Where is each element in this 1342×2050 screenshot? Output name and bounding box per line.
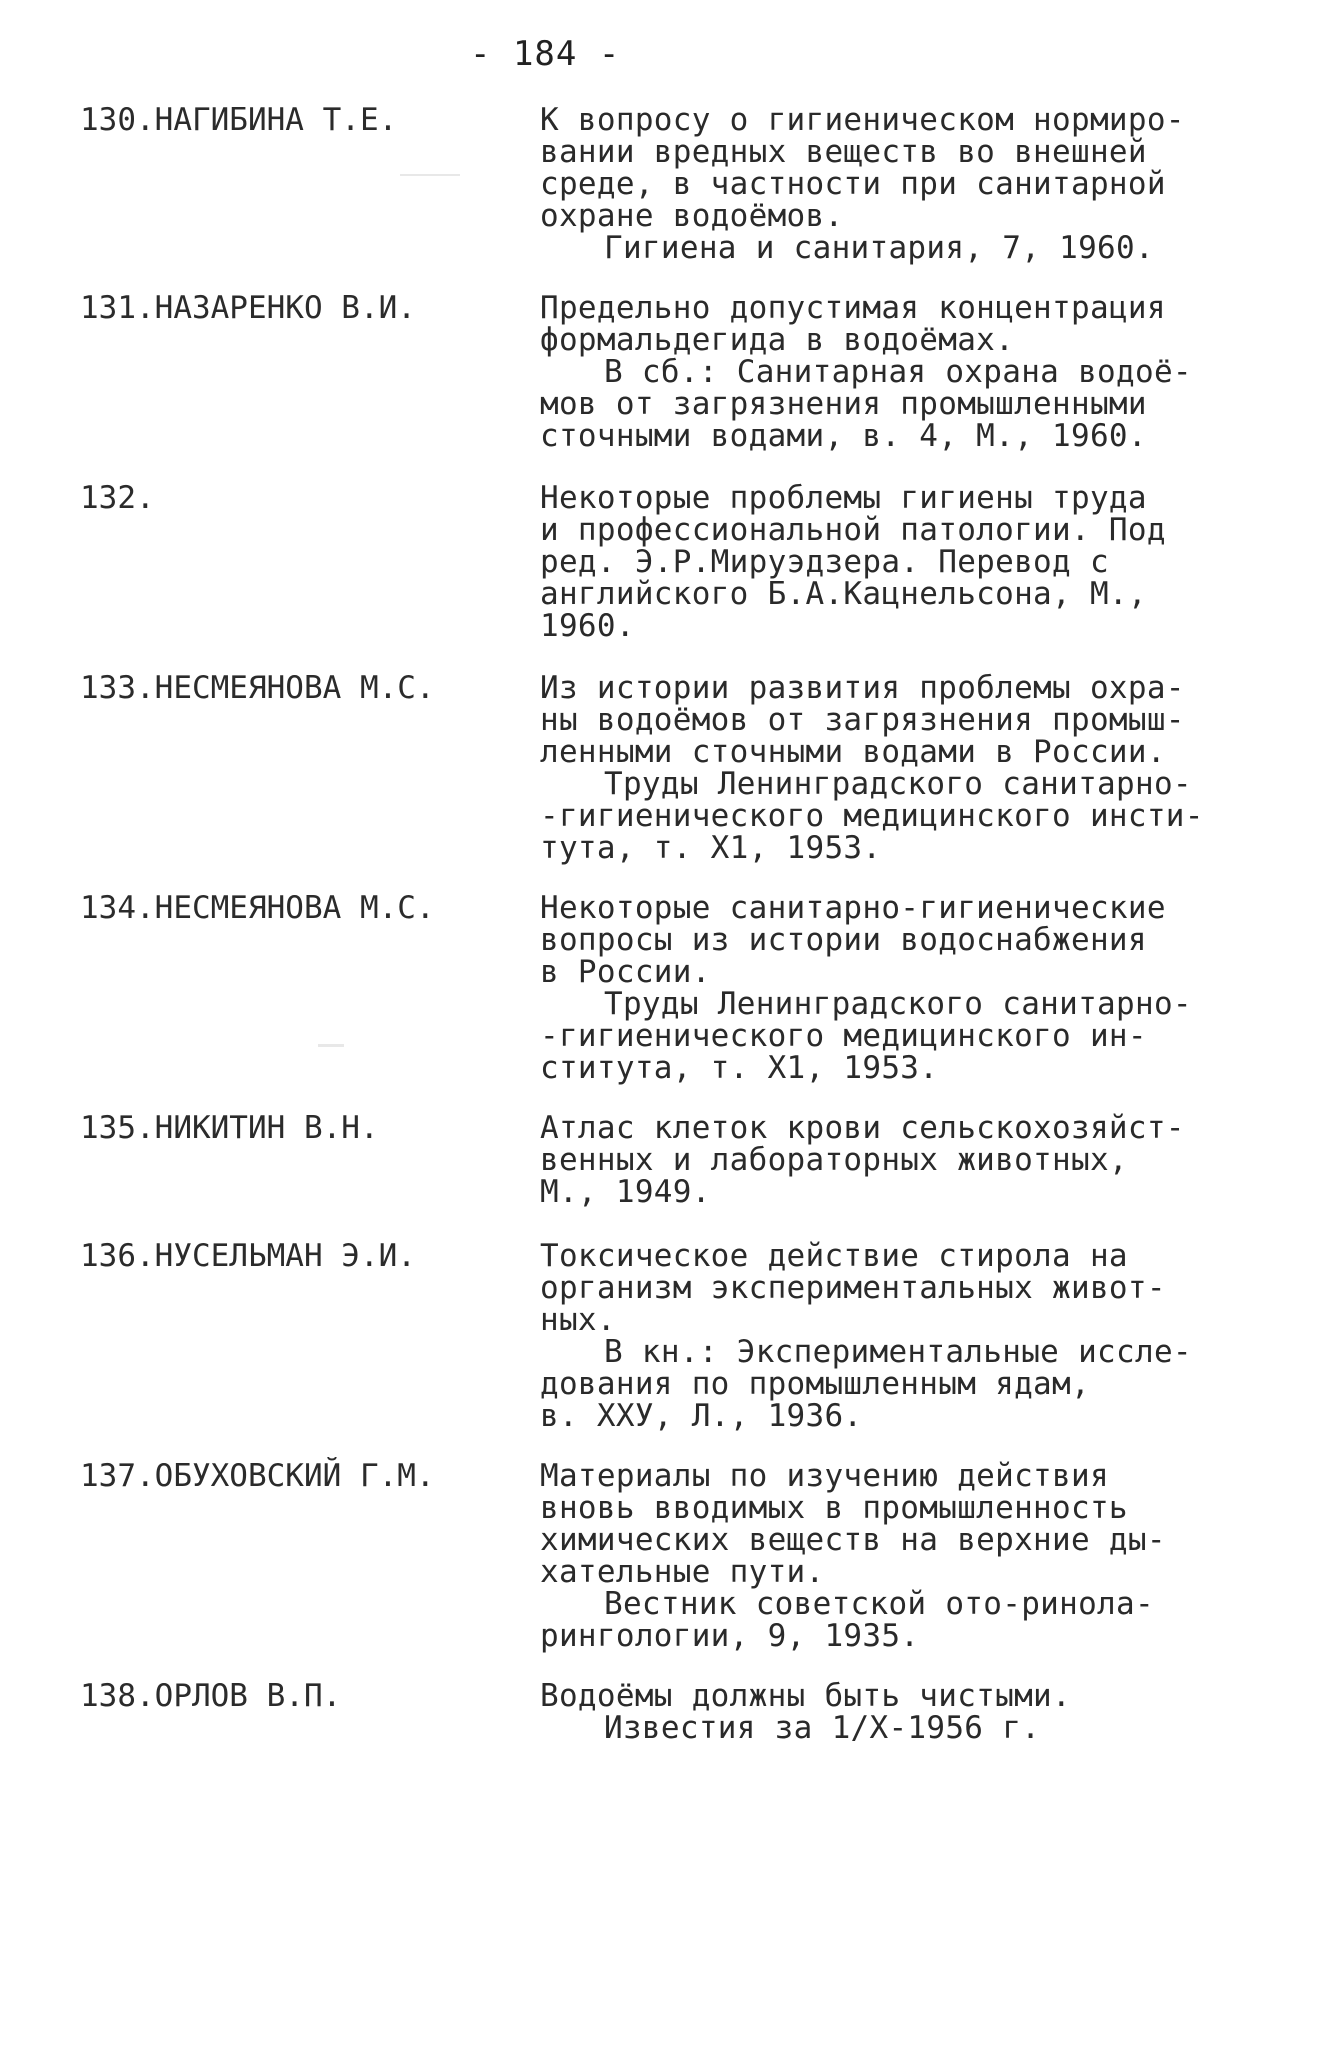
page-number: - 184 - (470, 34, 621, 74)
entry-author: 132. (80, 480, 155, 516)
entry-text-line: охране водоёмов. (540, 198, 844, 234)
entry-body (540, 482, 1320, 642)
entry-text-line: хательные пути. (540, 1554, 825, 1590)
entry-text-line: Предельно допустимая концентрация (540, 290, 1166, 326)
entry-source-line: ститута, т. Х1, 1953. (540, 1050, 939, 1086)
entry-source: Труды Ленинградского санитарно- (604, 986, 1192, 1022)
entry-text-line: 1960. (540, 608, 635, 644)
entry-body (540, 1680, 1320, 1744)
entry-author: 130.НАГИБИНА Т.Е. (80, 102, 398, 138)
entry-text-line: венных и лабораторных животных, (540, 1142, 1128, 1178)
entry-source-line: в. ХХУ, Л., 1936. (540, 1398, 863, 1434)
entry-source-line: -гигиенического медицинского инсти- (540, 798, 1204, 834)
entry-author: 138.ОРЛОВ В.П. (80, 1678, 342, 1714)
entry-text-line: английского Б.А.Кацнельсона, М., (540, 576, 1147, 612)
entry-source: В сб.: Санитарная охрана водоё- (604, 354, 1192, 390)
entry-text-line: Атлас клеток крови сельскохозяйст- (540, 1110, 1185, 1146)
entry-source: Гигиена и санитария, 7, 1960. (604, 230, 1154, 266)
entry-body (540, 292, 1320, 452)
entry-source-line: сточными водами, в. 4, М., 1960. (540, 418, 1147, 454)
entry-text-line: М., 1949. (540, 1174, 711, 1210)
entry-source: Труды Ленинградского санитарно- (604, 766, 1192, 802)
entry-body (540, 1112, 1320, 1208)
entry-source: В кн.: Экспериментальные иссле- (604, 1334, 1192, 1370)
entry-text-line: вновь вводимых в промышленность (540, 1490, 1128, 1526)
entry-author: 135.НИКИТИН В.Н. (80, 1110, 379, 1146)
entry-text-line: ны водоёмов от загрязнения промыш- (540, 702, 1185, 738)
entry-author: 133.НЕСМЕЯНОВА М.С. (80, 670, 435, 706)
entry-author: 137.ОБУХОВСКИЙ Г.М. (80, 1458, 435, 1494)
entry-text-line: Материалы по изучению действия (540, 1458, 1109, 1494)
entry-body (540, 1460, 1320, 1652)
entry-text-line: Некоторые проблемы гигиены труда (540, 480, 1147, 516)
entry-text-line: ных. (540, 1302, 616, 1338)
entry-text-line: вании вредных веществ во внешней (540, 134, 1147, 170)
entry-text-line: Некоторые санитарно-гигиенические (540, 890, 1166, 926)
entry-source-line: тута, т. Х1, 1953. (540, 830, 882, 866)
entry-body (540, 892, 1320, 1084)
entry-text-line: химических веществ на верхние ды- (540, 1522, 1166, 1558)
entry-body (540, 672, 1320, 864)
scan-mark (318, 1044, 344, 1047)
entry-text-line: в России. (540, 954, 711, 990)
entry-text-line: ленными сточными водами в России. (540, 734, 1166, 770)
entry-author: 136.НУСЕЛЬМАН Э.И. (80, 1238, 416, 1274)
entry-text-line: вопросы из истории водоснабжения (540, 922, 1147, 958)
entry-text-line: К вопросу о гигиеническом нормиро- (540, 102, 1185, 138)
entry-source-line: дования по промышленным ядам, (540, 1366, 1090, 1402)
entry-text-line: Токсическое действие стирола на (540, 1238, 1128, 1274)
entry-text-line: и профессиональной патологии. Под (540, 512, 1166, 548)
entry-text-line: среде, в частности при санитарной (540, 166, 1166, 202)
entry-source-line: мов от загрязнения промышленными (540, 386, 1147, 422)
entry-text-line: ред. Э.Р.Мируэдзера. Перевод с (540, 544, 1109, 580)
entry-text-line: Из истории развития проблемы охра- (540, 670, 1185, 706)
entry-source: Известия за 1/Х-1956 г. (604, 1710, 1041, 1746)
entry-source-line: -гигиенического медицинского ин- (540, 1018, 1147, 1054)
scan-mark (400, 174, 460, 176)
entry-body (540, 1240, 1320, 1432)
entry-source: Вестник советской ото-ринола- (604, 1586, 1154, 1622)
entry-author: 134.НЕСМЕЯНОВА М.С. (80, 890, 435, 926)
entry-source-line: рингологии, 9, 1935. (540, 1618, 920, 1654)
entry-text-line: организм экспериментальных живот- (540, 1270, 1166, 1306)
entry-body (540, 104, 1320, 264)
entry-author: 131.НАЗАРЕНКО В.И. (80, 290, 416, 326)
entry-text-line: формальдегида в водоёмах. (540, 322, 1015, 358)
entry-text-line: Водоёмы должны быть чистыми. (540, 1678, 1071, 1714)
